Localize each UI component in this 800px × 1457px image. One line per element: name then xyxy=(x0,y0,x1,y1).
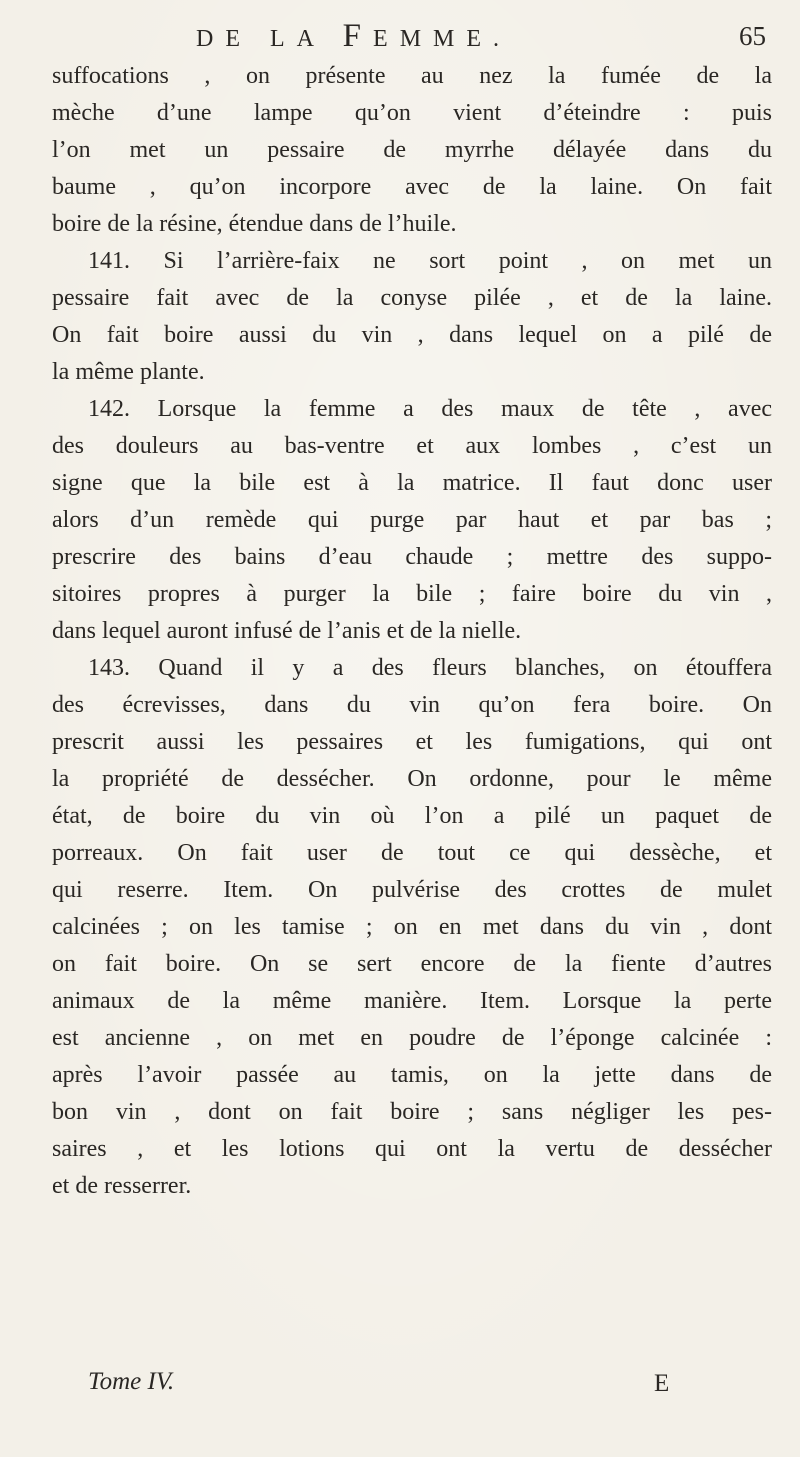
text-line: après l’avoir passée au tamis, on la jette dans de xyxy=(52,1062,772,1088)
text-line: la propriété de dessécher. On ordonne, pour le même xyxy=(52,766,772,792)
signature-mark: E xyxy=(654,1370,670,1397)
text-line: prescrit aussi les pessaires et les fumigations, qui ont xyxy=(52,729,772,755)
text-line: des écrevisses, dans du vin qu’on fera boire. On xyxy=(52,692,772,718)
running-head xyxy=(40,14,780,58)
text-line: pessaire fait avec de la conyse pilée , et de la laine. xyxy=(52,285,772,311)
page-number: 65 xyxy=(739,21,766,51)
text-line: la même plante. xyxy=(52,359,205,385)
text-line: est ancienne , on met en poudre de l’éponge calcinée : xyxy=(52,1025,772,1051)
tome-label: Tome IV. xyxy=(88,1368,175,1395)
paragraph-142-start: 142. Lorsque la femme a des maux de tête , avec xyxy=(88,396,772,422)
text-line: animaux de la même manière. Item. Lorsque la perte xyxy=(52,988,772,1014)
text-line: saires , et les lotions qui ont la vertu de dessécher xyxy=(52,1136,772,1162)
paragraph-141-start: 141. Si l’arrière-faix ne sort point , on met un xyxy=(88,248,772,274)
text-line: qui reserre. Item. On pulvérise des crottes de mulet xyxy=(52,877,772,903)
paragraph-143-start: 143. Quand il y a des fleurs blanches, on étouffera xyxy=(88,655,772,681)
text-line: dans lequel auront infusé de l’anis et de la nielle. xyxy=(52,618,522,644)
page-footer xyxy=(88,1368,728,1412)
text-line: mèche d’une lampe qu’on vient d’éteindre : puis xyxy=(52,100,772,126)
text-line: bon vin , dont on fait boire ; sans négliger les pes- xyxy=(52,1099,772,1125)
running-title xyxy=(196,14,511,61)
body-text xyxy=(52,58,772,1205)
text-line: suffocations , on présente au nez la fumée de la xyxy=(52,63,772,89)
text-line: sitoires propres à purger la bile ; faire boire du vin , xyxy=(52,581,772,607)
running-title-pre: DE LA xyxy=(196,26,343,52)
running-title-rest: EMME. xyxy=(373,26,512,52)
text-line: calcinées ; on les tamise ; on en met dans du vin , dont xyxy=(52,914,772,940)
text-line: signe que la bile est à la matrice. Il faut donc user xyxy=(52,470,772,496)
text-line: baume , qu’on incorpore avec de la laine. On fait xyxy=(52,174,772,200)
text-line: prescrire des bains d’eau chaude ; mettre des suppo- xyxy=(52,544,772,570)
text-line: alors d’un remède qui purge par haut et par bas ; xyxy=(52,507,772,533)
text-line: des douleurs au bas-ventre et aux lombes , c’est un xyxy=(52,433,772,459)
running-title-f: F xyxy=(342,18,374,54)
text-line: on fait boire. On se sert encore de la fiente d’autres xyxy=(52,951,772,977)
text-line: l’on met un pessaire de myrrhe délayée dans du xyxy=(52,137,772,163)
text-line: boire de la résine, étendue dans de l’huile. xyxy=(52,211,457,237)
text-line: porreaux. On fait user de tout ce qui dessèche, et xyxy=(52,840,772,866)
text-line: et de resserrer. xyxy=(52,1173,192,1199)
text-line: état, de boire du vin où l’on a pilé un paquet de xyxy=(52,803,772,829)
text-line: On fait boire aussi du vin , dans lequel on a pilé de xyxy=(52,322,772,348)
